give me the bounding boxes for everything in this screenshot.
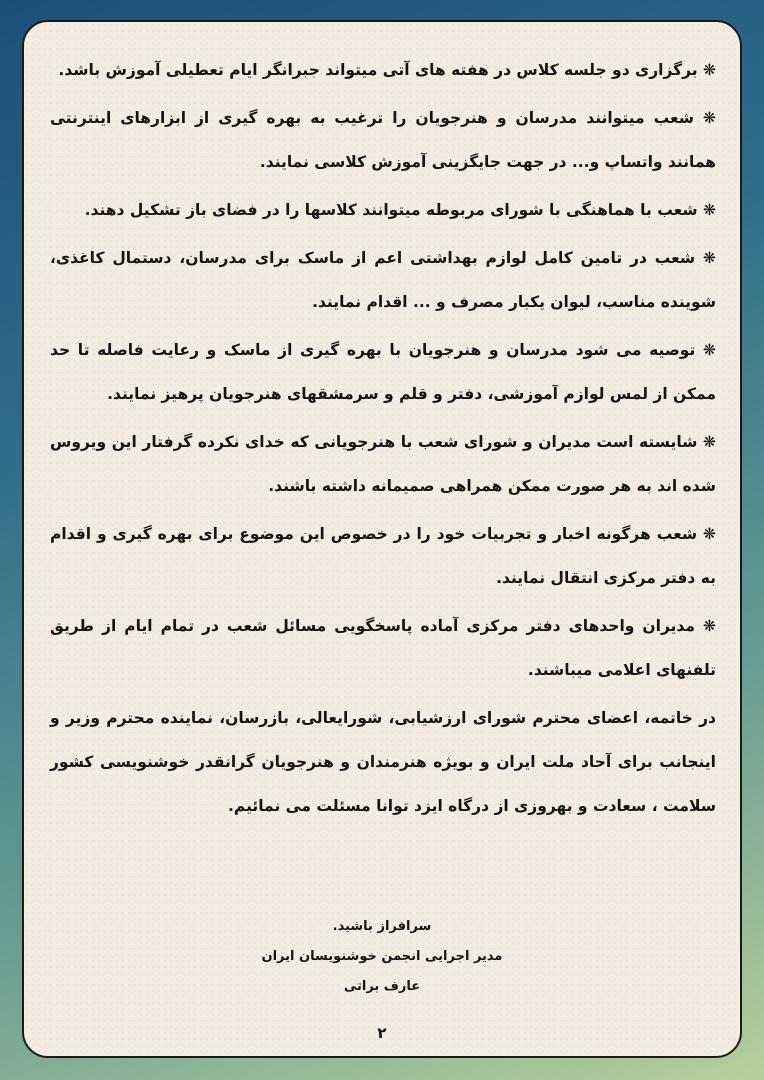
- signer-title: مدیر اجرایی انجمن خوشنویسان ایران: [261, 949, 503, 964]
- document-body: [50, 48, 716, 832]
- paragraph: ❋ شایسته است مدیران و شورای شعب با هنرجویانی که خدای نکرده گرفتار این ویروس شده اند به هر صورت ممکن همراهی صمیمانه داشته باشند.: [50, 433, 716, 495]
- closing-paragraph: در خاتمه، اعضای محترم شورای ارزشیابی، شورایعالی، بازرسان، نماینده محترم وزیر و اینجانب برای آحاد ملت ایران و بویژه هنرمندان و هنرجویان گرانقدر خوشنویسی کشور سلامت ، سعادت و بهروزی از درگاه ایزد توانا مسئلت می نمائیم.: [50, 709, 716, 815]
- closing-greeting: سرافراز باشید.: [332, 919, 432, 934]
- paragraph: ❋ شعب هرگونه اخبار و تجربیات خود را در خصوص این موضوع برای بهره گیری و اقدام به دفتر مرکزی انتقال نمایند.: [50, 525, 716, 587]
- signature-block: [24, 912, 740, 1002]
- paragraph: ❋ برگزاری دو جلسه کلاس در هفته های آتی میتواند جبرانگر ایام تعطیلی آموزش باشد.: [58, 61, 716, 79]
- paragraph: ❋ مدیران واحدهای دفتر مرکزی آماده پاسخگویی مسائل شعب در تمام ایام از طریق تلفنهای اعلامی میباشند.: [50, 617, 716, 679]
- paragraph: ❋ شعب در تامین کامل لوازم بهداشتی اعم از ماسک برای مدرسان، دستمال کاغذی، شوینده مناسب، لیوان یکبار مصرف و ... اقدام نمایند.: [50, 249, 716, 311]
- paragraph: ❋ شعب با هماهنگی با شورای مربوطه میتوانند کلاسها را در فضای باز تشکیل دهند.: [84, 201, 716, 219]
- paragraph: ❋ شعب میتوانند مدرسان و هنرجویان را ترغیب به بهره گیری از ابزارهای اینترنتی همانند واتساپ و... در جهت جایگزینی آموزش کلاسی نمایند.: [50, 109, 716, 171]
- paragraph: ❋ توصیه می شود مدرسان و هنرجویان با بهره گیری از ماسک و رعایت فاصله تا حد ممکن از لمس لوازم آموزشی، دفتر و قلم و سرمشقهای هنرجویان پرهیز نمایند.: [50, 341, 716, 403]
- page-number: ۲: [377, 1024, 387, 1042]
- document-page: [22, 20, 742, 1058]
- signer-name: عارف براتی: [343, 979, 421, 994]
